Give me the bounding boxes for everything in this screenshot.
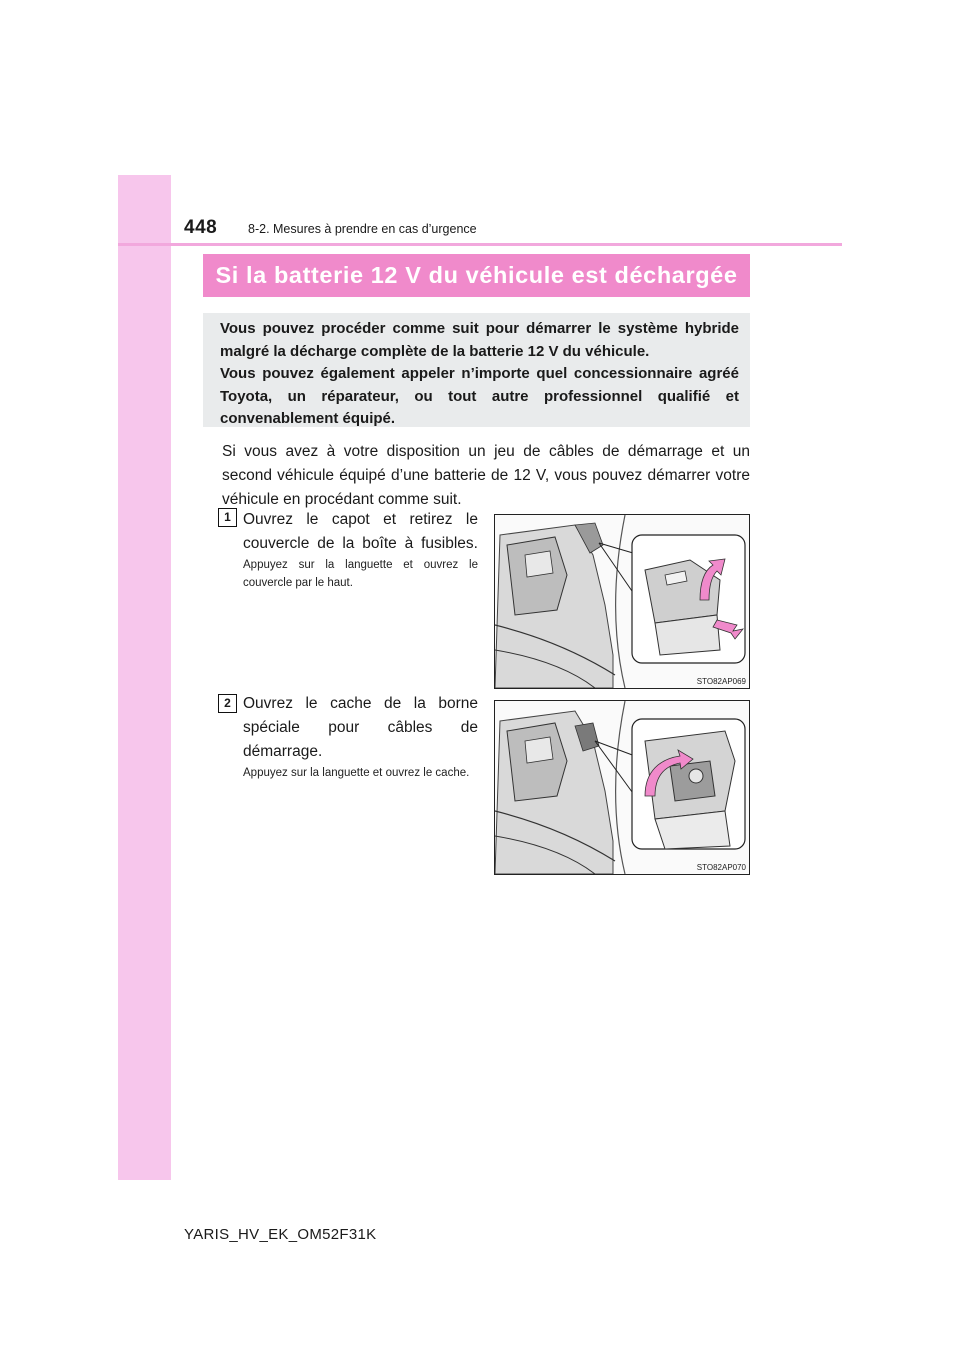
intro-box — [203, 313, 750, 427]
header-rule — [118, 243, 842, 246]
figure-code-2: STO82AP070 — [696, 863, 746, 872]
intro-line-1: Vous pouvez procéder comme suit pour démarrer le système hybride malgré la décharge complète de la batterie 12 V du véhicule. — [220, 320, 739, 360]
step-2-text: Ouvrez le cache de la borne spéciale pour câbles de démarrage. — [243, 695, 478, 760]
body-paragraph: Si vous avez à votre disposition un jeu de câbles de démarrage et un second véhicule équipé d’une batterie de 12 V, vous pouvez démarrer votre véhicule en procédant comme suit. — [222, 443, 750, 508]
fuse-box-illustration — [495, 515, 749, 688]
step-2-number: 2 — [218, 694, 237, 713]
figure-jump-terminal — [494, 700, 750, 875]
figure-code-1: STO82AP069 — [696, 677, 746, 686]
side-tab-band — [118, 175, 171, 1180]
step-1-text: Ouvrez le capot et retirez le couvercle de la boîte à fusibles. — [243, 511, 478, 552]
section-title: 8-2. Mesures à prendre en cas d’urgence — [248, 222, 477, 236]
step-1-note: Appuyez sur la languette et ouvrez le couvercle par le haut. — [243, 559, 478, 589]
jump-terminal-illustration — [495, 701, 749, 874]
document-code: YARIS_HV_EK_OM52F31K — [184, 1226, 377, 1243]
section-banner: Si la batterie 12 V du véhicule est déchargée — [203, 254, 750, 297]
figure-fuse-box — [494, 514, 750, 689]
page-number: 448 — [184, 217, 218, 238]
intro-line-2: Vous pouvez également appeler n’importe quel concessionnaire agréé Toyota, un réparateur, ou tout autre professionnel qualifié et convenablement équipé. — [220, 365, 739, 427]
step-1-number: 1 — [218, 508, 237, 527]
step-2-note: Appuyez sur la languette et ouvrez le cache. — [243, 767, 470, 779]
